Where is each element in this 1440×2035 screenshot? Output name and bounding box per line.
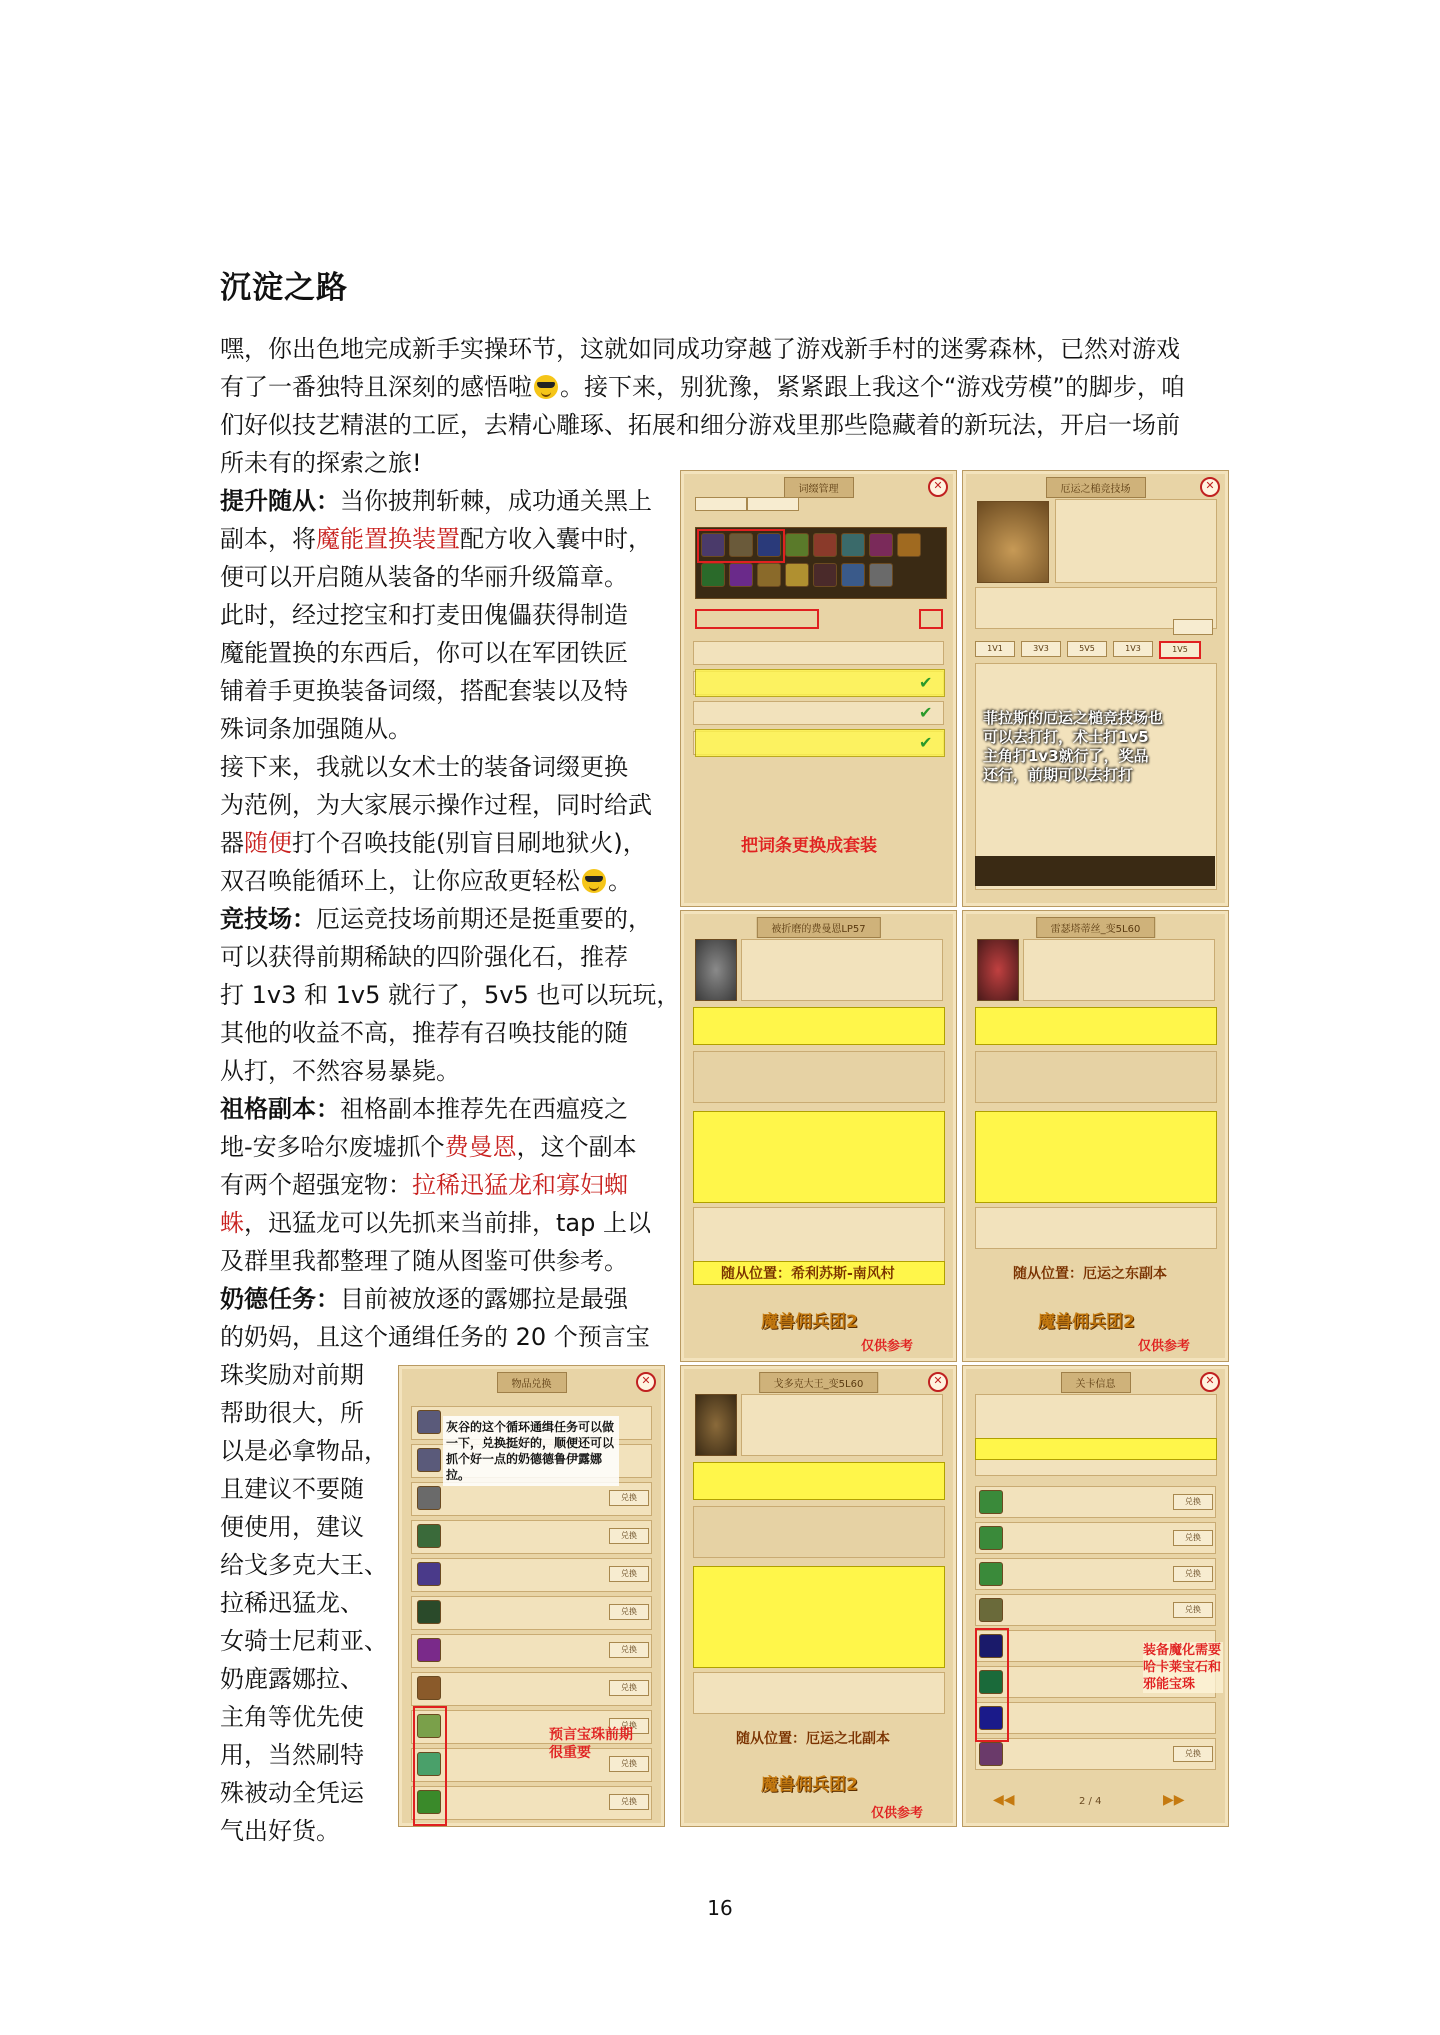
s3-line-4 <box>220 1204 651 1242</box>
s4-narrow-8: 女骑士尼莉亚、 <box>220 1627 388 1655</box>
s3-line-5: 及群里我都整理了随从图鉴可供参考。 <box>220 1247 628 1275</box>
exchange-button: 兑换 <box>609 1604 649 1620</box>
intro-line-2b: 。接下来，别犹豫，紧紧跟上我这个“游戏劳模”的脚步，咱 <box>560 373 1185 401</box>
s1-line-5: 魔能置换的东西后，你可以在军团铁匠 <box>220 639 628 667</box>
s2-line-3: 打 1v3 和 1v5 就行了，5v5 也可以玩玩， <box>220 981 681 1009</box>
page-indicator: 2 / 4 <box>1079 1796 1102 1807</box>
resist-box <box>975 1207 1217 1249</box>
s4-narrow-7: 拉稀迅猛龙、 <box>220 1589 364 1617</box>
item-icon <box>417 1638 441 1662</box>
s4-text-1: 目前被放逐的露娜拉是最强 <box>340 1285 628 1313</box>
s1-line-10 <box>220 824 647 862</box>
stats-box <box>741 939 943 1001</box>
close-icon: ✕ <box>1200 477 1220 497</box>
resist-box <box>693 1672 945 1714</box>
stats-box <box>741 1394 943 1456</box>
skill-grid <box>693 1051 945 1103</box>
location-label: 随从位置：厄运之北副本 <box>736 1731 890 1747</box>
tab-button <box>695 497 747 511</box>
exchange-button: 兑换 <box>1173 1746 1213 1762</box>
yellow-highlight <box>975 1111 1217 1203</box>
game-logo: 魔兽佣兵团2 <box>761 1775 858 1795</box>
item-icon <box>417 1448 441 1472</box>
s1-text-1: 当你披荆斩棘，成功通关黑上 <box>340 487 652 515</box>
s3-text-2c: ，这个副本 <box>516 1133 637 1161</box>
item-icon <box>869 563 893 587</box>
s4-narrow-9: 奶鹿露娜拉、 <box>220 1665 364 1693</box>
s1-text-2a: 副本，将 <box>220 525 316 553</box>
affix-row <box>693 701 944 725</box>
check-icon: ✔ <box>919 673 933 692</box>
s2-label: 竞技场： <box>220 905 316 933</box>
item-icon <box>979 1490 1003 1514</box>
s2-line-4: 其他的收益不高，推荐有召唤技能的随 <box>220 1019 628 1047</box>
yellow-highlight <box>693 1566 945 1668</box>
screenshot-minion-leisetadisi <box>962 910 1229 1362</box>
item-icon <box>841 563 865 587</box>
item-icon <box>979 1742 1003 1766</box>
panel-title: 厄运之槌竞技场 <box>1046 477 1146 498</box>
item-icon <box>979 1598 1003 1622</box>
s4-narrow-3: 以是必拿物品， <box>220 1437 388 1465</box>
s3-highlight-2: 拉稀迅猛龙和寡妇蜘 <box>412 1171 628 1199</box>
reference-note: 仅供参考 <box>871 1806 924 1821</box>
game-logo: 魔兽佣兵团2 <box>761 1312 858 1332</box>
exchange-button: 兑换 <box>1173 1602 1213 1618</box>
reward-row <box>975 1702 1216 1734</box>
panel-title: 被折磨的费曼恩LP57 <box>756 917 880 938</box>
section-heading: 沉淀之路 <box>220 270 348 306</box>
exchange-button: 兑换 <box>609 1490 649 1506</box>
item-icon <box>979 1526 1003 1550</box>
s1-line-8: 接下来，我就以女术士的装备词缀更换 <box>220 753 628 781</box>
item-icon <box>785 533 809 557</box>
exchange-button: 兑换 <box>609 1718 649 1734</box>
s1-text-11-end: 。 <box>608 867 632 895</box>
page-number: 16 <box>707 1896 733 1920</box>
highlight-box <box>919 609 943 629</box>
item-icon <box>897 533 921 557</box>
arena-tab-bar <box>975 639 1215 657</box>
panel-title: 词缀管理 <box>784 477 854 498</box>
s4-narrow-13: 气出好货。 <box>220 1817 340 1845</box>
s4-narrow-10: 主角等优先使 <box>220 1703 364 1731</box>
s3-line-2 <box>220 1128 637 1166</box>
yellow-highlight <box>975 1438 1217 1460</box>
s4-label: 奶德任务： <box>220 1285 340 1313</box>
skill-grid <box>693 1506 945 1558</box>
s3-text-3a: 有两个超强宠物： <box>220 1171 412 1199</box>
s4-narrow-5: 便使用，建议 <box>220 1513 364 1541</box>
arena-info-box <box>1055 499 1217 583</box>
highlight-box <box>697 529 785 563</box>
exchange-button: 兑换 <box>609 1756 649 1772</box>
annotation-prophecy-orb: 预言宝珠前期很重要 <box>549 1727 633 1761</box>
s3-text-4b: ，迅猛龙可以先抓来当前排，tap 上以 <box>244 1209 651 1237</box>
annotation-change-to-set: 把词条更换成套装 <box>741 836 877 856</box>
item-icon <box>417 1524 441 1548</box>
annotation-enchant: 装备魔化需要哈卡莱宝石和邪能宝珠 <box>1143 1643 1222 1692</box>
colosseum-image <box>977 501 1049 583</box>
reference-note: 仅供参考 <box>1138 1339 1191 1354</box>
tab-3v3: 3V3 <box>1021 641 1061 657</box>
s4-line-1 <box>220 1280 628 1318</box>
yellow-highlight <box>695 729 945 757</box>
s1-line-4: 此时，经过挖宝和打麦田傀儡获得制造 <box>220 601 628 629</box>
close-icon: ✕ <box>928 477 948 497</box>
s3-highlight-3: 蛛 <box>220 1209 244 1237</box>
stats-box <box>1023 939 1215 1001</box>
highlight-box <box>975 1628 1009 1742</box>
intro-line-4: 所未有的探索之旅! <box>220 449 422 477</box>
s1-line-7: 殊词条加强随从。 <box>220 715 412 743</box>
prev-arrow-icon: ◀◀ <box>993 1792 1015 1808</box>
yellow-highlight <box>693 1462 945 1500</box>
item-icon <box>701 563 725 587</box>
panel-title: 物品兑换 <box>497 1372 567 1393</box>
s1-highlight-1: 魔能置换装置 <box>316 525 460 553</box>
s4-line-2: 的奶妈，且这个通缉任务的 20 个预言宝 <box>220 1323 650 1351</box>
reference-note: 仅供参考 <box>861 1339 914 1354</box>
s4-narrow-2: 帮助很大，所 <box>220 1399 364 1427</box>
skill-grid <box>975 1051 1217 1103</box>
annotation-arena: 菲拉斯的厄运之槌竞技场也可以去打打，术士打1v5主角打1v3就行了，奖品还行，前期可以去打打 <box>983 709 1164 784</box>
close-icon: ✕ <box>636 1372 656 1392</box>
s2-text-1: 厄运竞技场前期还是挺重要的， <box>316 905 652 933</box>
s4-narrow-6: 给戈多克大王、 <box>220 1551 388 1579</box>
s1-line-2 <box>220 520 652 558</box>
s3-line-3 <box>220 1166 628 1204</box>
minion-portrait <box>977 939 1019 1001</box>
location-label: 随从位置：厄运之东副本 <box>1013 1266 1167 1282</box>
item-icon <box>417 1486 441 1510</box>
tab-1v1: 1V1 <box>975 641 1015 657</box>
s3-line-1 <box>220 1090 628 1128</box>
s4-narrow-11: 用，当然刷特 <box>220 1741 364 1769</box>
item-icon <box>813 533 837 557</box>
check-icon: ✔ <box>919 703 933 722</box>
game-logo: 魔兽佣兵团2 <box>1038 1312 1135 1332</box>
s1-line-6: 铺着手更换装备词缀，搭配套装以及特 <box>220 677 628 705</box>
yellow-highlight <box>975 1007 1217 1045</box>
s2-line-2: 可以获得前期稀缺的四阶强化石，推荐 <box>220 943 628 971</box>
intro-line-3: 们好似技艺精湛的工匠，去精心雕琢、拓展和细分游戏里那些隐藏着的新玩法，开启一场前 <box>220 411 1180 439</box>
minion-portrait <box>695 939 737 1001</box>
close-icon: ✕ <box>1200 1372 1220 1392</box>
check-icon: ✔ <box>919 733 933 752</box>
s1-text-2c: 配方收入囊中时， <box>460 525 652 553</box>
sunglasses-emoji-icon <box>582 869 606 893</box>
panel-title: 雷瑟塔蒂丝_变5L60 <box>1036 917 1156 938</box>
s1-label: 提升随从： <box>220 487 340 515</box>
s4-narrow-4: 且建议不要随 <box>220 1475 364 1503</box>
annotation-exchange: 灰谷的这个循环通缉任务可以做一下，兑换挺好的，顺便还可以抓个好一点的奶德德鲁伊露娜拉。 <box>443 1416 619 1486</box>
sunglasses-emoji-icon <box>534 375 558 399</box>
yellow-highlight <box>693 1007 945 1045</box>
exchange-button: 兑换 <box>1173 1530 1213 1546</box>
intro-line-2 <box>220 368 1185 406</box>
s1-line-11 <box>220 862 632 900</box>
s3-label: 祖格副本： <box>220 1095 340 1123</box>
tab-5v5: 5V5 <box>1067 641 1107 657</box>
s3-text-2a: 地-安多哈尔废墟抓个 <box>220 1133 445 1161</box>
minion-portrait-strip <box>975 856 1215 886</box>
screenshot-arena <box>962 470 1229 907</box>
s4-narrow-12: 殊被动全凭运 <box>220 1779 364 1807</box>
s1-line-9: 为范例，为大家展示操作过程，同时给武 <box>220 791 652 819</box>
s2-line-5: 从打，不然容易暴毙。 <box>220 1057 460 1085</box>
screenshot-minion-feimanen <box>680 910 957 1362</box>
screenshot-item-exchange <box>398 1365 665 1827</box>
item-icon <box>417 1562 441 1586</box>
exchange-button: 兑换 <box>1173 1494 1213 1510</box>
close-icon: ✕ <box>928 1372 948 1392</box>
highlight-box <box>413 1706 447 1826</box>
item-icon <box>417 1600 441 1624</box>
next-arrow-icon: ▶▶ <box>1163 1792 1185 1808</box>
intro-line-2a: 有了一番独特且深刻的感悟啦 <box>220 373 532 401</box>
intro-line-1: 嘿，你出色地完成新手实操环节，这就如同成功穿越了游戏新手村的迷雾森林，已然对游戏 <box>220 335 1180 363</box>
screenshot-level-info <box>962 1365 1229 1827</box>
item-icon <box>417 1676 441 1700</box>
item-icon <box>979 1562 1003 1586</box>
yellow-highlight <box>695 669 945 697</box>
s1-text-10c: 打个召唤技能(别盲目刷地狱火)， <box>292 829 647 857</box>
highlight-box <box>695 609 819 629</box>
s1-line-3: 便可以开启随从装备的华丽升级篇章。 <box>220 563 628 591</box>
s2-line-1 <box>220 900 652 938</box>
item-icon <box>757 563 781 587</box>
screenshot-minion-gordok <box>680 1365 957 1827</box>
yellow-highlight <box>693 1111 945 1203</box>
s1-line-1 <box>220 482 652 520</box>
exchange-button: 兑换 <box>609 1528 649 1544</box>
panel-title: 关卡信息 <box>1061 1372 1131 1393</box>
s1-text-10a: 器 <box>220 829 244 857</box>
resist-box <box>693 1207 945 1269</box>
item-icon <box>869 533 893 557</box>
exchange-button: 兑换 <box>609 1566 649 1582</box>
exchange-button: 兑换 <box>609 1794 649 1810</box>
tab-button <box>747 497 799 511</box>
s1-highlight-2: 随便 <box>244 829 292 857</box>
level-info-box <box>975 1394 1217 1476</box>
tab-1v3: 1V3 <box>1113 641 1153 657</box>
exchange-button: 兑换 <box>609 1642 649 1658</box>
s1-text-11: 双召唤能循环上，让你应敌更轻松 <box>220 867 580 895</box>
s3-text-1: 祖格副本推荐先在西瘟疫之 <box>340 1095 628 1123</box>
s3-highlight-1: 费曼恩 <box>444 1133 517 1161</box>
exchange-button: 兑换 <box>1173 1566 1213 1582</box>
points-exchange-button <box>1173 619 1213 635</box>
panel-title: 戈多克大王_变5L60 <box>759 1372 879 1393</box>
exchange-button: 兑换 <box>609 1680 649 1696</box>
tab-1v5: 1V5 <box>1159 641 1201 659</box>
affix-row <box>693 641 944 665</box>
item-icon <box>417 1410 441 1434</box>
s4-narrow-1: 珠奖励对前期 <box>220 1361 364 1389</box>
location-label: 随从位置：希利苏斯-南风村 <box>721 1266 895 1282</box>
item-icon <box>841 533 865 557</box>
minion-portrait <box>695 1394 737 1456</box>
item-icon <box>729 563 753 587</box>
screenshot-affix-management <box>680 470 957 907</box>
item-icon <box>785 563 809 587</box>
item-icon <box>813 563 837 587</box>
